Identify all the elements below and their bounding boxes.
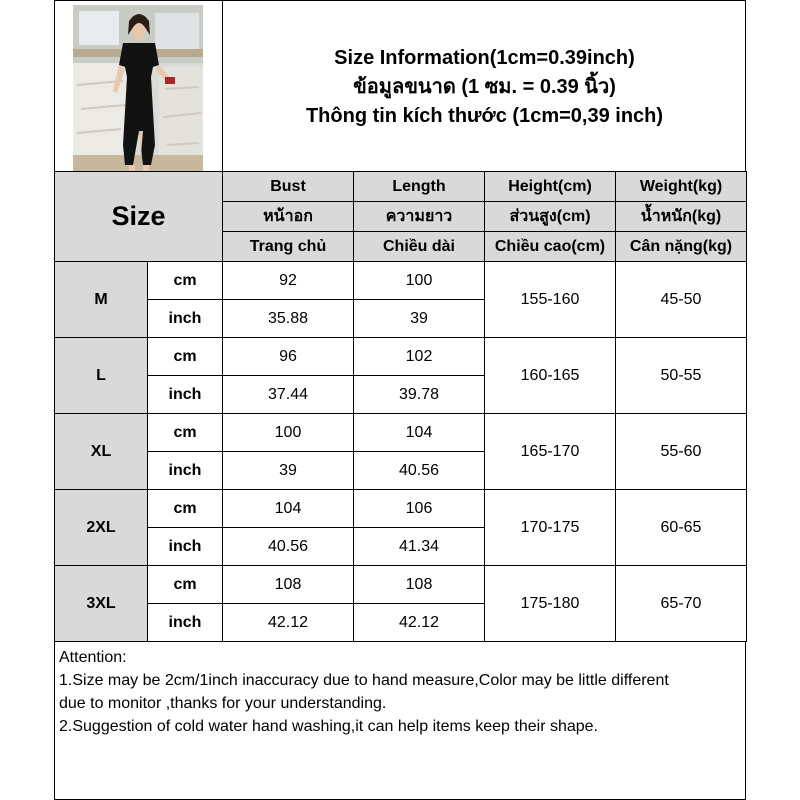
height-value: 170-175 — [485, 490, 616, 566]
unit-label: cm — [148, 262, 223, 300]
column-header: Chiều cao(cm) — [485, 232, 616, 262]
note-line: due to monitor ,thanks for your understanding. — [59, 695, 387, 712]
attention-notes — [54, 642, 746, 800]
bust-value: 42.12 — [223, 604, 354, 642]
column-header: น้ำหนัก(kg) — [616, 202, 747, 232]
header-row-english — [55, 172, 747, 202]
column-header: Height(cm) — [485, 172, 616, 202]
unit-label: cm — [148, 338, 223, 376]
bust-value: 108 — [223, 566, 354, 604]
weight-value: 45-50 — [616, 262, 747, 338]
bust-value: 100 — [223, 414, 354, 452]
bust-value: 35.88 — [223, 300, 354, 338]
size-table — [54, 171, 747, 642]
unit-label: inch — [148, 452, 223, 490]
length-value: 40.56 — [354, 452, 485, 490]
table-row — [55, 490, 747, 528]
unit-label: cm — [148, 566, 223, 604]
column-header: หน้าอก — [223, 202, 354, 232]
length-value: 42.12 — [354, 604, 485, 642]
product-photo — [73, 5, 203, 171]
weight-value: 55-60 — [616, 414, 747, 490]
bust-value: 39 — [223, 452, 354, 490]
height-value: 160-165 — [485, 338, 616, 414]
note-line: 2.Suggestion of cold water hand washing,it can help items keep their shape. — [59, 718, 598, 735]
length-value: 41.34 — [354, 528, 485, 566]
unit-label: inch — [148, 528, 223, 566]
length-value: 39.78 — [354, 376, 485, 414]
bust-value: 96 — [223, 338, 354, 376]
chart-header — [54, 0, 746, 172]
bust-value: 104 — [223, 490, 354, 528]
unit-label: inch — [148, 376, 223, 414]
unit-label: cm — [148, 490, 223, 528]
length-value: 100 — [354, 262, 485, 300]
size-chart — [54, 0, 746, 800]
note-line: 1.Size may be 2cm/1inch inaccuracy due to hand measure,Color may be little different — [59, 672, 669, 689]
weight-value: 60-65 — [616, 490, 747, 566]
column-header: Bust — [223, 172, 354, 202]
length-value: 106 — [354, 490, 485, 528]
column-header: ส่วนสูง(cm) — [485, 202, 616, 232]
table-row — [55, 414, 747, 452]
size-label: L — [55, 338, 148, 414]
bust-value: 40.56 — [223, 528, 354, 566]
unit-label: inch — [148, 300, 223, 338]
bust-value: 92 — [223, 262, 354, 300]
title-english: Size Information(1cm=0.39inch) — [334, 46, 635, 69]
column-header: ความยาว — [354, 202, 485, 232]
title-block — [223, 1, 746, 173]
length-value: 104 — [354, 414, 485, 452]
column-header: Weight(kg) — [616, 172, 747, 202]
column-header: Trang chủ — [223, 232, 354, 262]
size-header: Size — [55, 172, 223, 262]
bust-value: 37.44 — [223, 376, 354, 414]
size-label: XL — [55, 414, 148, 490]
size-label: M — [55, 262, 148, 338]
weight-value: 65-70 — [616, 566, 747, 642]
height-value: 175-180 — [485, 566, 616, 642]
notes-heading: Attention: — [59, 649, 127, 666]
weight-value: 50-55 — [616, 338, 747, 414]
unit-label: cm — [148, 414, 223, 452]
model-dress-image — [73, 5, 203, 171]
unit-label: inch — [148, 604, 223, 642]
size-label: 2XL — [55, 490, 148, 566]
length-value: 108 — [354, 566, 485, 604]
length-value: 39 — [354, 300, 485, 338]
title-vietnamese: Thông tin kích thước (1cm=0,39 inch) — [305, 104, 664, 127]
length-value: 102 — [354, 338, 485, 376]
table-row — [55, 262, 747, 300]
height-value: 165-170 — [485, 414, 616, 490]
table-row — [55, 566, 747, 604]
table-row — [55, 338, 747, 376]
column-header: Length — [354, 172, 485, 202]
title-thai: ข้อมูลขนาด (1 ซม. = 0.39 นิ้ว) — [353, 75, 616, 98]
height-value: 155-160 — [485, 262, 616, 338]
size-label: 3XL — [55, 566, 148, 642]
column-header: Cân nặng(kg) — [616, 232, 747, 262]
column-header: Chiều dài — [354, 232, 485, 262]
